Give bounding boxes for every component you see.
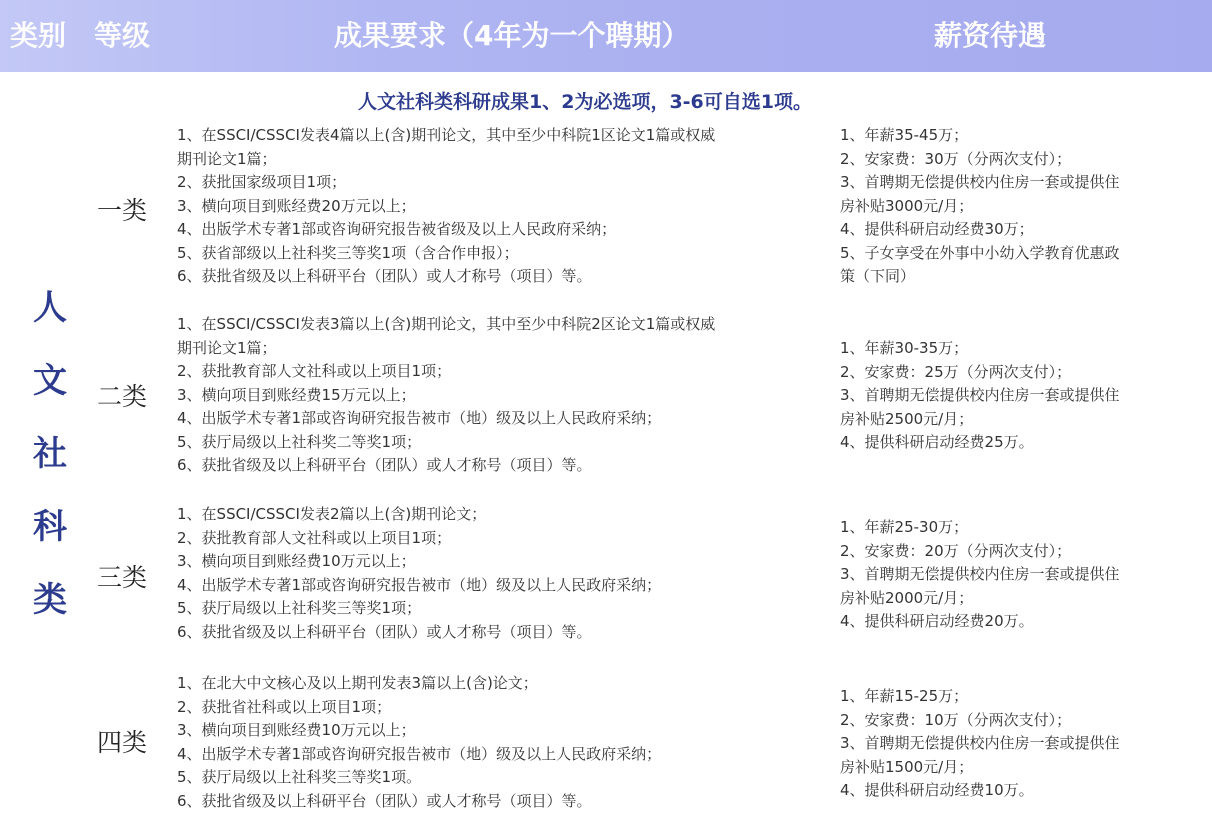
header-level: 等级 <box>94 19 151 52</box>
header-category: 类别 <box>10 19 67 52</box>
category-char: 类 <box>33 580 67 620</box>
salary-line: 4、提供科研启动经费20万。 <box>840 612 1034 630</box>
tier-requirements <box>177 503 825 644</box>
salary-line: 房补贴2500元/月； <box>840 409 974 428</box>
tier-requirements <box>177 313 825 478</box>
table-header <box>0 0 1212 72</box>
tier-level-label: 一类 <box>97 196 148 225</box>
requirement-line: 1、在SSCI/CSSCI发表3篇以上(含)期刊论文，其中至少中科院2区论文1篇或权威 <box>177 315 716 333</box>
salary-line: 房补贴2000元/月； <box>840 588 974 607</box>
header-requirements: 成果要求（4年为一个聘期） <box>334 19 690 52</box>
requirement-line: 4、出版学术专著1部或咨询研究报告被省级及以上人民政府采纳； <box>177 220 617 238</box>
requirement-line: 6、获批省级及以上科研平台（团队）或人才称号（项目）等。 <box>177 791 592 810</box>
salary-line: 2、安家费：25万（分两次支付）； <box>840 362 1072 381</box>
salary-line: 3、首聘期无偿提供校内住房一套或提供住 <box>840 173 1120 191</box>
requirement-line: 5、获厅局级以上社科奖三等奖1项。 <box>177 768 422 786</box>
salary-line: 4、提供科研启动经费30万； <box>840 220 1034 238</box>
requirement-line: 6、获批省级及以上科研平台（团队）或人才称号（项目）等。 <box>177 622 592 641</box>
requirement-line: 期刊论文1篇； <box>177 338 277 357</box>
category-char: 科 <box>33 507 67 547</box>
requirement-line: 3、横向项目到账经费10万元以上； <box>177 721 416 739</box>
requirement-line: 2、获批国家级项目1项； <box>177 173 347 191</box>
requirement-line: 5、获厅局级以上社科奖二等奖1项； <box>177 432 422 451</box>
salary-line: 1、年薪35-45万； <box>840 126 969 144</box>
salary-line: 策（下同） <box>840 267 916 285</box>
requirement-line: 3、横向项目到账经费15万元以上； <box>177 385 416 404</box>
category-label <box>30 288 70 653</box>
category-char: 人 <box>33 288 67 328</box>
requirement-line: 5、获厅局级以上社科奖三等奖1项； <box>177 599 422 617</box>
requirement-line: 3、横向项目到账经费20万元以上； <box>177 196 416 215</box>
tier-requirements <box>177 672 825 813</box>
salary-line: 2、安家费：30万（分两次支付）； <box>840 149 1072 168</box>
tier-salary <box>840 685 1200 803</box>
requirement-line: 4、出版学术专著1部或咨询研究报告被市（地）级及以上人民政府采纳； <box>177 575 662 594</box>
requirement-line: 6、获批省级及以上科研平台（团队）或人才称号（项目）等。 <box>177 456 592 474</box>
header-salary: 薪资待遇 <box>934 19 1047 52</box>
tier-salary <box>840 337 1200 455</box>
salary-line: 3、首聘期无偿提供校内住房一套或提供住 <box>840 734 1120 752</box>
requirements-note: 人文社科类科研成果1、2为必选项，3-6可自选1项。 <box>358 91 812 113</box>
tier-salary <box>840 516 1200 634</box>
tier-level-label: 四类 <box>97 728 148 757</box>
salary-line: 4、提供科研启动经费25万。 <box>840 433 1034 451</box>
requirement-line: 2、获批教育部人文社科或以上项目1项； <box>177 528 452 547</box>
salary-line: 1、年薪30-35万； <box>840 339 969 357</box>
salary-line: 2、安家费：20万（分两次支付）； <box>840 541 1072 560</box>
requirement-line: 3、横向项目到账经费10万元以上； <box>177 552 416 570</box>
requirement-line: 1、在北大中文核心及以上期刊发表3篇以上(含)论文； <box>177 674 538 692</box>
requirement-line: 1、在SSCI/CSSCI发表4篇以上(含)期刊论文，其中至少中科院1区论文1篇或权威 <box>177 126 716 144</box>
salary-line: 5、子女享受在外事中小幼入学教育优惠政 <box>840 243 1120 262</box>
requirement-line: 2、获批教育部人文社科或以上项目1项； <box>177 362 452 380</box>
requirement-line: 4、出版学术专著1部或咨询研究报告被市（地）级及以上人民政府采纳； <box>177 409 662 427</box>
salary-line: 3、首聘期无偿提供校内住房一套或提供住 <box>840 386 1120 404</box>
category-char: 文 <box>33 361 67 401</box>
salary-line: 1、年薪25-30万； <box>840 518 969 536</box>
requirement-line: 4、出版学术专著1部或咨询研究报告被市（地）级及以上人民政府采纳； <box>177 744 662 763</box>
requirement-line: 期刊论文1篇； <box>177 149 277 168</box>
salary-line: 1、年薪15-25万； <box>840 687 969 705</box>
salary-line: 4、提供科研启动经费10万。 <box>840 781 1034 799</box>
salary-line: 2、安家费：10万（分两次支付）； <box>840 710 1072 729</box>
requirement-line: 5、获省部级以上社科奖三等奖1项（含合作申报）； <box>177 243 519 262</box>
salary-line: 房补贴1500元/月； <box>840 757 974 776</box>
category-char: 社 <box>33 434 67 474</box>
tier-salary <box>840 124 1200 289</box>
requirement-line: 6、获批省级及以上科研平台（团队）或人才称号（项目）等。 <box>177 267 592 285</box>
salary-line: 3、首聘期无偿提供校内住房一套或提供住 <box>840 565 1120 583</box>
tier-level-label: 二类 <box>97 382 148 411</box>
tier-level-label: 三类 <box>97 563 148 592</box>
salary-line: 房补贴3000元/月； <box>840 196 974 215</box>
tier-requirements <box>177 124 825 289</box>
requirement-line: 1、在SSCI/CSSCI发表2篇以上(含)期刊论文； <box>177 505 487 523</box>
requirement-line: 2、获批省社科或以上项目1项； <box>177 697 392 716</box>
